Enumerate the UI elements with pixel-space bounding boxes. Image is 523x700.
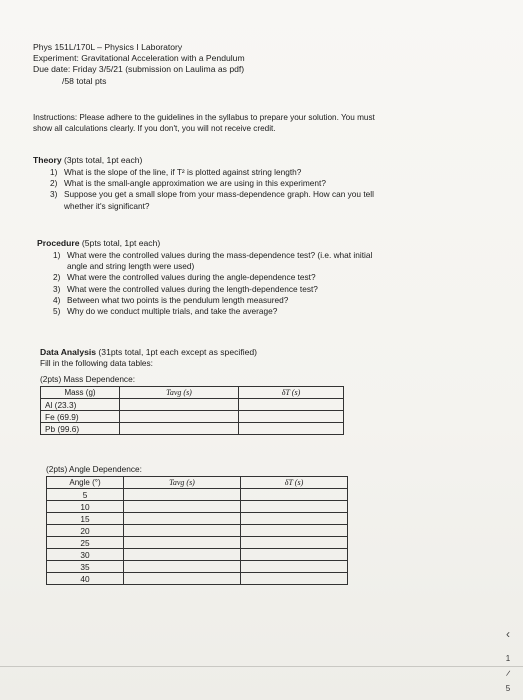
table-row: [47, 489, 348, 501]
tavg-cell: [124, 561, 241, 573]
table-header-row: [41, 387, 344, 399]
table-row: [47, 537, 348, 549]
item-text: What is the small-angle approximation we are using in this experiment?: [64, 178, 326, 189]
item-text: What were the controlled values during the mass-dependence test? (i.e. what initial: [67, 250, 373, 260]
tavg-cell: [124, 489, 241, 501]
table-row: [47, 525, 348, 537]
row-label: 30: [47, 549, 124, 561]
table-row: [47, 573, 348, 585]
row-label: Al (23.3): [41, 399, 120, 411]
angle-dependence-table: [46, 476, 348, 585]
item-number: 1): [50, 167, 58, 177]
tavg-cell: [124, 549, 241, 561]
theory-item: [46, 189, 466, 211]
table-row: [47, 513, 348, 525]
analysis-heading: Data Analysis (31pts total, 1pt each except as specified): [40, 347, 258, 357]
total-pages: 5: [505, 684, 511, 693]
column-header-tavg: Tavg (s): [124, 477, 241, 489]
table-row: [41, 423, 344, 435]
column-header-mass: Mass (g): [41, 387, 120, 399]
tavg-cell: [124, 501, 241, 513]
page-navigator[interactable]: [499, 628, 517, 693]
procedure-item: [49, 306, 469, 317]
instructions-line-1: Instructions: Please adhere to the guidelines in the syllabus to prepare your solution. You must: [33, 113, 375, 122]
procedure-heading: Procedure (5pts total, 1pt each): [37, 238, 161, 248]
chevron-left-icon[interactable]: ‹: [506, 627, 510, 641]
row-label: 35: [47, 561, 124, 573]
item-text: Why do we conduct multiple trials, and take the average?: [67, 306, 278, 317]
tavg-cell: [120, 423, 239, 435]
delta-t-cell: [241, 525, 348, 537]
tavg-cell: [120, 399, 239, 411]
tavg-cell: [120, 411, 239, 423]
item-text: Between what two points is the pendulum length measured?: [67, 294, 289, 305]
item-number: 1): [53, 250, 61, 260]
row-label: Pb (99.6): [41, 423, 120, 435]
item-text: What were the controlled values during the length-dependence test?: [67, 283, 318, 294]
current-page: 1: [505, 654, 511, 663]
column-header-delta-t: δT (s): [241, 477, 348, 489]
theory-item: [46, 178, 466, 189]
course-title: Phys 151L/170L – Physics I Laboratory: [33, 42, 183, 52]
row-label: Fe (69.9): [41, 411, 120, 423]
item-number: 2): [53, 272, 61, 283]
tavg-cell: [124, 525, 241, 537]
column-header-angle: Angle (°): [47, 477, 124, 489]
tavg-cell: [124, 513, 241, 525]
row-label: 10: [47, 501, 124, 513]
delta-t-cell: [239, 423, 344, 435]
theory-item: [46, 167, 466, 178]
delta-t-cell: [241, 513, 348, 525]
procedure-item: [49, 295, 469, 306]
page-separator: /: [505, 668, 511, 679]
item-number: 3): [50, 189, 58, 200]
instructions-line-2: show all calculations clearly. If you don't, you will not receive credit.: [33, 124, 276, 133]
item-text: angle and string length were used): [67, 261, 195, 272]
procedure-item: [49, 272, 469, 283]
row-label: 40: [47, 573, 124, 585]
table-row: [47, 561, 348, 573]
table-header-row: [47, 477, 348, 489]
item-number: 2): [50, 178, 58, 189]
table-row: [41, 399, 344, 411]
delta-t-cell: [241, 549, 348, 561]
delta-t-cell: [239, 411, 344, 423]
delta-t-cell: [241, 489, 348, 501]
item-number: 4): [53, 294, 61, 305]
procedure-item: [49, 284, 469, 295]
column-header-tavg: Tavg (s): [120, 387, 239, 399]
delta-t-cell: [241, 501, 348, 513]
procedure-item: [49, 250, 469, 272]
table-row: [41, 411, 344, 423]
delta-t-cell: [241, 561, 348, 573]
divider: [0, 666, 523, 667]
tavg-cell: [124, 573, 241, 585]
item-text: whether it's significant?: [64, 200, 150, 211]
table-row: [47, 549, 348, 561]
item-text: What is the slope of the line, if T² is plotted against string length?: [64, 167, 302, 177]
theory-questions: [46, 167, 466, 212]
delta-t-cell: [241, 573, 348, 585]
table-row: [47, 501, 348, 513]
delta-t-cell: [239, 399, 344, 411]
procedure-questions: [49, 250, 469, 317]
theory-heading: Theory (3pts total, 1pt each): [33, 155, 143, 165]
item-number: 3): [53, 283, 61, 294]
row-label: 20: [47, 525, 124, 537]
mass-dependence-table: [40, 386, 344, 435]
due-date: Due date: Friday 3/5/21 (submission on Laulima as pdf): [33, 64, 245, 74]
column-header-delta-t: δT (s): [239, 387, 344, 399]
item-text: Suppose you get a small slope from your mass-dependence graph. How can you tell: [64, 189, 374, 200]
total-points: /58 total pts: [62, 76, 107, 86]
row-label: 15: [47, 513, 124, 525]
tavg-cell: [124, 537, 241, 549]
item-text: What were the controlled values during the angle-dependence test?: [67, 272, 316, 283]
row-label: 5: [47, 489, 124, 501]
row-label: 25: [47, 537, 124, 549]
analysis-instructions: Fill in the following data tables:: [40, 358, 153, 368]
experiment-title: Experiment: Gravitational Acceleration with a Pendulum: [33, 53, 245, 63]
mass-table-caption: (2pts) Mass Dependence:: [40, 374, 136, 384]
delta-t-cell: [241, 537, 348, 549]
angle-table-caption: (2pts) Angle Dependence:: [46, 464, 142, 474]
item-number: 5): [53, 306, 61, 317]
